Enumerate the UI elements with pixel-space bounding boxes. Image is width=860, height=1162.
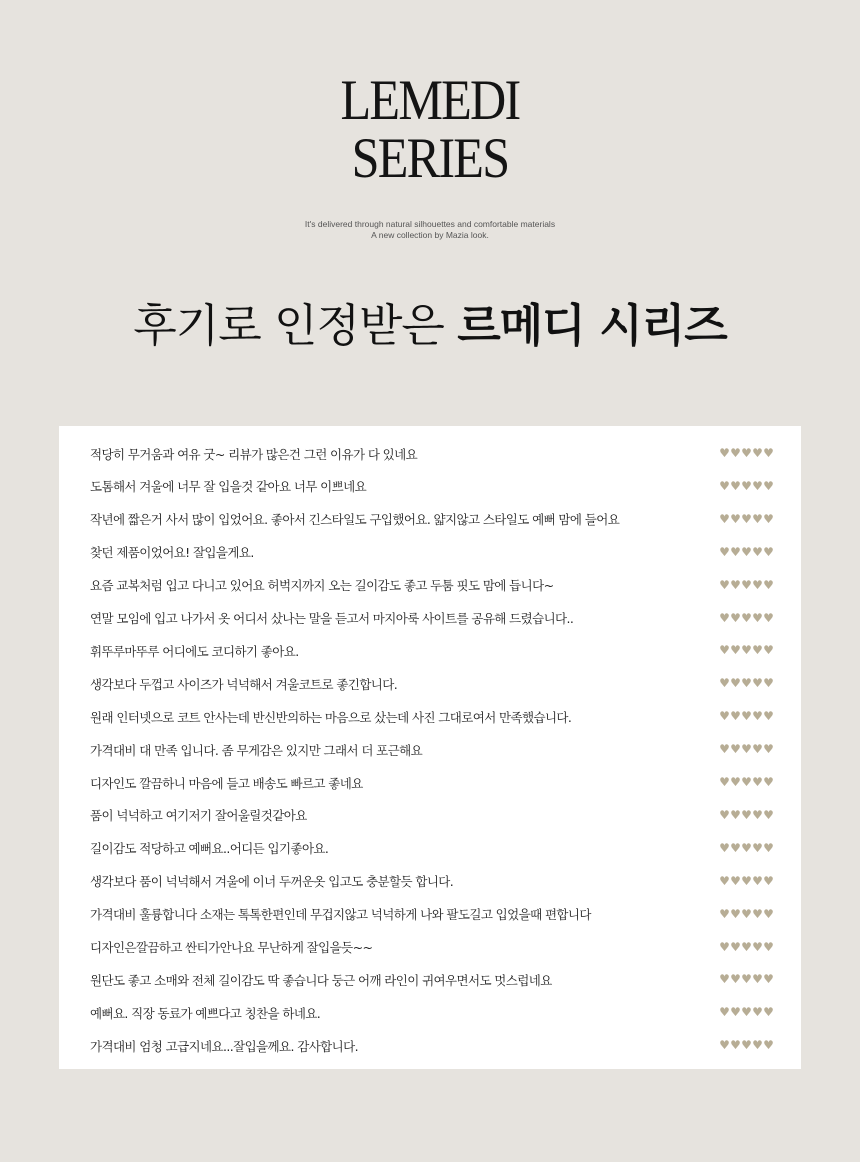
heart-icon: ♥: [730, 446, 741, 460]
review-text: 디자인은깔끔하고 싼티가안나요 무난하게 잘입을듯~~: [90, 940, 373, 955]
heart-icon: ♥: [719, 906, 730, 921]
page-title: [0, 296, 860, 356]
heart-icon: ♥: [752, 511, 763, 526]
rating-hearts: [719, 777, 774, 788]
heart-icon: ♥: [730, 478, 741, 493]
heart-icon: ♥: [741, 643, 752, 658]
heart-icon: ♥: [763, 840, 774, 855]
heart-icon: ♥: [730, 906, 741, 921]
review-item: [59, 963, 801, 996]
heart-icon: ♥: [719, 709, 730, 724]
review-item: [59, 733, 801, 766]
review-item: [59, 1029, 801, 1062]
rating-hearts: [719, 478, 774, 493]
rating-hearts: [719, 544, 774, 559]
tagline: [0, 219, 860, 241]
heart-icon: ♥: [763, 610, 774, 625]
heart-icon: ♥: [741, 610, 752, 625]
review-item: [59, 437, 801, 470]
heart-icon: ♥: [763, 511, 774, 526]
heart-icon: ♥: [730, 709, 741, 724]
review-text: 가격대비 훌륭합니다 소재는 톡톡한편인데 무겁지않고 넉넉하게 나와 팔도길고 입었을때 편합니다: [90, 907, 591, 923]
heart-icon: ♥: [763, 643, 774, 658]
heart-icon: ♥: [719, 511, 730, 526]
heart-icon: ♥: [719, 544, 730, 559]
heart-icon: ♥: [730, 873, 741, 888]
heart-icon: ♥: [730, 544, 741, 559]
heart-icon: ♥: [752, 676, 763, 691]
review-text: 길이감도 적당하고 예뻐요..어디든 입기좋아요.: [90, 841, 329, 857]
heart-icon: ♥: [741, 807, 752, 822]
heart-icon: ♥: [741, 446, 752, 460]
review-text: 찾던 제품이었어요! 잘입을게요.: [90, 545, 254, 561]
heart-icon: ♥: [719, 478, 730, 493]
rating-hearts: [719, 1007, 774, 1018]
rating-hearts: [719, 744, 774, 755]
heart-icon: ♥: [752, 446, 763, 460]
review-text: 가격대비 대 만족 입니다. 좀 무게감은 있지만 그래서 더 포근해요: [90, 742, 423, 758]
heart-icon: ♥: [741, 511, 752, 526]
heart-icon: ♥: [730, 840, 741, 855]
review-item: [59, 700, 801, 733]
review-text: 품이 넉넉하고 여기저기 잘어울릴것같아요: [90, 808, 307, 824]
rating-hearts: [719, 974, 774, 985]
heart-icon: ♥: [730, 775, 741, 789]
heart-icon: ♥: [719, 939, 730, 954]
rating-hearts: [719, 711, 774, 722]
heart-icon: ♥: [763, 906, 774, 921]
brand-logo: [0, 69, 860, 190]
heart-icon: ♥: [719, 610, 730, 625]
heart-icon: ♥: [730, 742, 741, 757]
heart-icon: ♥: [763, 676, 774, 691]
review-item: [59, 898, 801, 931]
review-text: 연말 모임에 입고 나가서 옷 어디서 샀나는 말을 듣고서 마지아룩 사이트를 공유해 드렸습니다..: [90, 611, 574, 626]
heart-icon: ♥: [730, 643, 741, 658]
heart-icon: ♥: [752, 742, 763, 757]
review-list: [59, 426, 801, 1069]
heart-icon: ♥: [763, 807, 774, 822]
review-text: 휘뚜루마뚜루 어디에도 코디하기 좋아요.: [90, 643, 299, 659]
heart-icon: ♥: [763, 544, 774, 559]
heart-icon: ♥: [719, 742, 730, 757]
review-item: [59, 602, 801, 635]
heart-icon: ♥: [741, 544, 752, 559]
heart-icon: ♥: [763, 1005, 774, 1020]
heart-icon: ♥: [763, 775, 774, 789]
heart-icon: ♥: [719, 446, 730, 460]
heart-icon: ♥: [763, 972, 774, 987]
heart-icon: ♥: [741, 709, 752, 724]
heart-icon: ♥: [763, 939, 774, 954]
review-item: [59, 865, 801, 898]
review-item: [59, 470, 801, 503]
heart-icon: ♥: [763, 873, 774, 888]
rating-hearts: [719, 610, 774, 625]
heart-icon: ♥: [752, 544, 763, 559]
review-text: 원단도 좋고 소매와 전체 길이감도 딱 좋습니다 둥근 어깨 라인이 귀여우면서도 멋스럽네요: [90, 972, 552, 988]
heart-icon: ♥: [752, 643, 763, 658]
heart-icon: ♥: [719, 873, 730, 888]
heart-icon: ♥: [752, 577, 763, 592]
heart-icon: ♥: [763, 446, 774, 460]
review-item: [59, 536, 801, 569]
review-item: [59, 832, 801, 865]
tagline-line-2: A new collection by Mazia look.: [371, 230, 489, 240]
review-item: [59, 996, 801, 1029]
heart-icon: ♥: [752, 478, 763, 493]
heart-icon: ♥: [730, 1005, 741, 1020]
heart-icon: ♥: [752, 1005, 763, 1020]
review-text: 생각보다 품이 넉넉해서 겨울에 이너 두꺼운옷 입고도 충분할듯 합니다.: [90, 874, 454, 890]
heart-icon: ♥: [719, 643, 730, 658]
heart-icon: ♥: [741, 939, 752, 954]
heart-icon: ♥: [763, 742, 774, 757]
heart-icon: ♥: [719, 840, 730, 855]
heart-icon: ♥: [741, 840, 752, 855]
heart-icon: ♥: [752, 807, 763, 822]
heart-icon: ♥: [741, 775, 752, 789]
rating-hearts: [719, 906, 774, 921]
rating-hearts: [719, 645, 774, 656]
heart-icon: ♥: [752, 939, 763, 954]
review-item: [59, 931, 801, 964]
heart-icon: ♥: [730, 676, 741, 691]
review-text: 원래 인터넷으로 코트 안사는데 반신반의하는 마음으로 샀는데 사진 그대로여서 만족했습니다.: [90, 709, 572, 725]
review-item: [59, 799, 801, 832]
review-text: 가격대비 엄청 고급지네요...잘입을께요. 감사합니다.: [90, 1038, 358, 1054]
rating-hearts: [719, 807, 774, 822]
heart-icon: ♥: [730, 577, 741, 592]
heart-icon: ♥: [763, 709, 774, 724]
heart-icon: ♥: [730, 807, 741, 822]
heart-icon: ♥: [730, 972, 741, 987]
review-text: 디자인도 깔끔하니 마음에 들고 배송도 빠르고 좋네요: [90, 775, 363, 791]
review-text: 도톰해서 겨울에 너무 잘 입을것 같아요 너무 이쁘네요: [90, 479, 367, 495]
heart-icon: ♥: [741, 676, 752, 691]
review-text: 생각보다 두껍고 사이즈가 넉넉해서 겨울코트로 좋긴합니다.: [90, 676, 398, 692]
heart-icon: ♥: [741, 577, 752, 592]
heart-icon: ♥: [752, 775, 763, 789]
review-text: 요즘 교복처럼 입고 다니고 있어요 허벅지까지 오는 길이감도 좋고 두툼 핏도 맘에 듭니다~: [90, 578, 554, 594]
heart-icon: ♥: [752, 840, 763, 855]
heart-icon: ♥: [741, 1038, 752, 1053]
review-item: [59, 667, 801, 700]
heart-icon: ♥: [752, 972, 763, 987]
heart-icon: ♥: [719, 775, 730, 789]
page-title-bold: 르메디 시리즈: [457, 299, 727, 352]
brand-line-1: LEMEDI: [340, 69, 520, 132]
heart-icon: ♥: [719, 807, 730, 822]
heart-icon: ♥: [752, 1038, 763, 1053]
rating-hearts: [719, 577, 774, 592]
heart-icon: ♥: [752, 709, 763, 724]
heart-icon: ♥: [730, 1038, 741, 1053]
review-item: [59, 766, 801, 799]
brand-line-2: SERIES: [351, 127, 509, 190]
heart-icon: ♥: [741, 478, 752, 493]
review-item: [59, 634, 801, 667]
rating-hearts: [719, 873, 774, 888]
heart-icon: ♥: [719, 577, 730, 592]
heart-icon: ♥: [719, 1005, 730, 1020]
heart-icon: ♥: [730, 610, 741, 625]
tagline-line-1: It's delivered through natural silhouettes and comfortable materials: [304, 219, 556, 229]
heart-icon: ♥: [741, 873, 752, 888]
rating-hearts: [719, 939, 774, 954]
heart-icon: ♥: [763, 478, 774, 493]
heart-icon: ♥: [752, 906, 763, 921]
review-item: [59, 569, 801, 602]
review-text: 작년에 짧은거 사서 많이 입었어요. 좋아서 긴스타일도 구입했어요. 얇지않고 스타일도 예뻐 맘에 들어요: [90, 512, 620, 528]
heart-icon: ♥: [741, 972, 752, 987]
heart-icon: ♥: [719, 676, 730, 691]
page-title-light: 후기로 인정받은: [133, 299, 458, 352]
heart-icon: ♥: [730, 511, 741, 526]
rating-hearts: [719, 678, 774, 689]
review-text: 적당히 무거움과 여유 굿~ 리뷰가 많은건 그런 이유가 다 있네요: [90, 446, 418, 462]
heart-icon: ♥: [763, 577, 774, 592]
heart-icon: ♥: [752, 610, 763, 625]
heart-icon: ♥: [763, 1038, 774, 1053]
review-item: [59, 503, 801, 536]
heart-icon: ♥: [741, 906, 752, 921]
heart-icon: ♥: [730, 939, 741, 954]
rating-hearts: [719, 840, 774, 855]
heart-icon: ♥: [741, 742, 752, 757]
rating-hearts: [719, 511, 774, 526]
heart-icon: ♥: [752, 873, 763, 888]
heart-icon: ♥: [719, 972, 730, 987]
heart-icon: ♥: [719, 1038, 730, 1053]
review-text: 예뻐요. 직장 동료가 예쁘다고 칭찬을 하네요.: [90, 1005, 321, 1021]
heart-icon: ♥: [741, 1005, 752, 1020]
rating-hearts: [719, 448, 774, 459]
rating-hearts: [719, 1040, 774, 1051]
